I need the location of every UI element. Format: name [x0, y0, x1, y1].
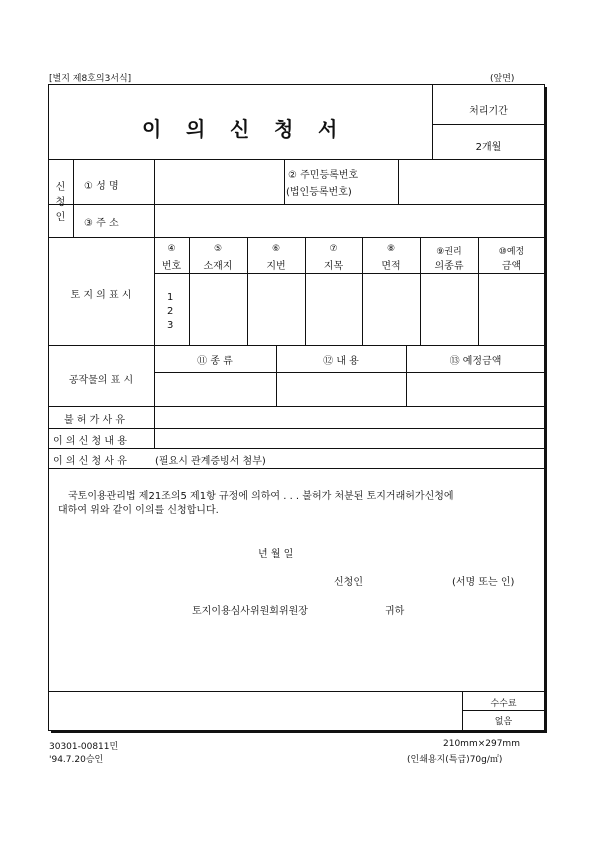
fee-value: 없음: [494, 717, 513, 727]
land-col-label: 지번: [266, 261, 286, 272]
form-code: 30301-00811민: [49, 742, 119, 752]
id-number-label: ② 주민등록번호: [288, 170, 359, 181]
land-col-number: ⑦: [329, 244, 338, 254]
applicant-group-char: 인: [55, 212, 66, 223]
address-label: ③ 주 소: [84, 218, 119, 229]
land-col-number: ④: [167, 244, 176, 254]
objection-reason-note: (필요시 관계증빙서 첨부): [155, 456, 266, 467]
honorific-label: 귀하: [385, 606, 405, 617]
paper-type: (인쇄용지(특급)70g/㎡): [407, 755, 503, 765]
applicant-group-char: 신: [55, 182, 66, 193]
processing-period-value: 2개월: [475, 142, 502, 153]
land-col-label: 소재지: [203, 261, 233, 272]
paper-size: 210mm×297mm: [443, 739, 520, 749]
land-row-number: 1: [167, 292, 174, 303]
name-label: ① 성 명: [84, 181, 119, 192]
statement-line-2: 대하여 위와 같이 이의를 신청합니다.: [58, 505, 219, 516]
title-char: 이: [142, 117, 162, 141]
land-col-label: 금액: [501, 261, 522, 272]
address-field[interactable]: [155, 205, 545, 237]
approval-date: '94.7.20승인: [49, 755, 104, 765]
signer-label: 신청인: [334, 577, 363, 588]
land-row-number: 3: [167, 320, 174, 331]
land-col-number: ⑩예정: [498, 247, 525, 257]
processing-period-label: 처리기간: [469, 106, 508, 117]
structure-section-label: 공작물의 표 시: [68, 375, 134, 386]
land-col-number: ⑧: [386, 244, 396, 254]
page-side-label: (앞면): [490, 74, 515, 84]
form-number-label: [별지 제8호의3서식]: [49, 74, 132, 84]
applicant-group-char: 청: [55, 197, 66, 208]
land-col-number: ⑥: [271, 244, 281, 254]
objection-reason-label: 이 의 신 청 사 유: [53, 456, 127, 467]
land-col-label: 의종류: [434, 261, 464, 272]
land-section-label: 토 지 의 표 시: [70, 290, 132, 301]
land-col-label: 면적: [381, 261, 401, 272]
land-col-number: ⑨권리: [436, 247, 462, 257]
id-number-field[interactable]: [399, 160, 545, 204]
title-char: 신: [230, 117, 250, 141]
corporate-id-label: (법인등록번호): [286, 187, 352, 198]
name-field[interactable]: [155, 160, 284, 204]
form-title: [142, 113, 342, 141]
structure-col-type: ⑪ 종 류: [197, 356, 233, 367]
structure-col-content: ⑫ 내 용: [323, 356, 359, 367]
structure-col-amount: ⑬ 예정금액: [449, 356, 502, 367]
land-col-label: 번호: [161, 261, 182, 272]
title-char: 청: [274, 117, 294, 141]
addressee-label: 토지이용심사위원회위원장: [192, 606, 308, 617]
fee-label: 수수료: [490, 699, 517, 709]
objection-content-label: 이 의 신 청 내 용: [53, 436, 127, 447]
signature-note: (서명 또는 인): [452, 577, 515, 588]
land-col-number: ⑤: [213, 244, 223, 254]
title-char: 의: [186, 117, 206, 141]
date-line: 년 월 일: [258, 549, 294, 560]
land-col-label: 지목: [323, 261, 344, 272]
disapproval-reason-label: 불 허 가 사 유: [64, 415, 126, 426]
title-char: 서: [318, 117, 338, 141]
statement-line-1: 국토이용관리법 제21조의5 제1항 규정에 의하여 . . . 불허가 처분된 토지거래허가신청에: [68, 491, 454, 502]
land-row-number: 2: [167, 306, 174, 317]
